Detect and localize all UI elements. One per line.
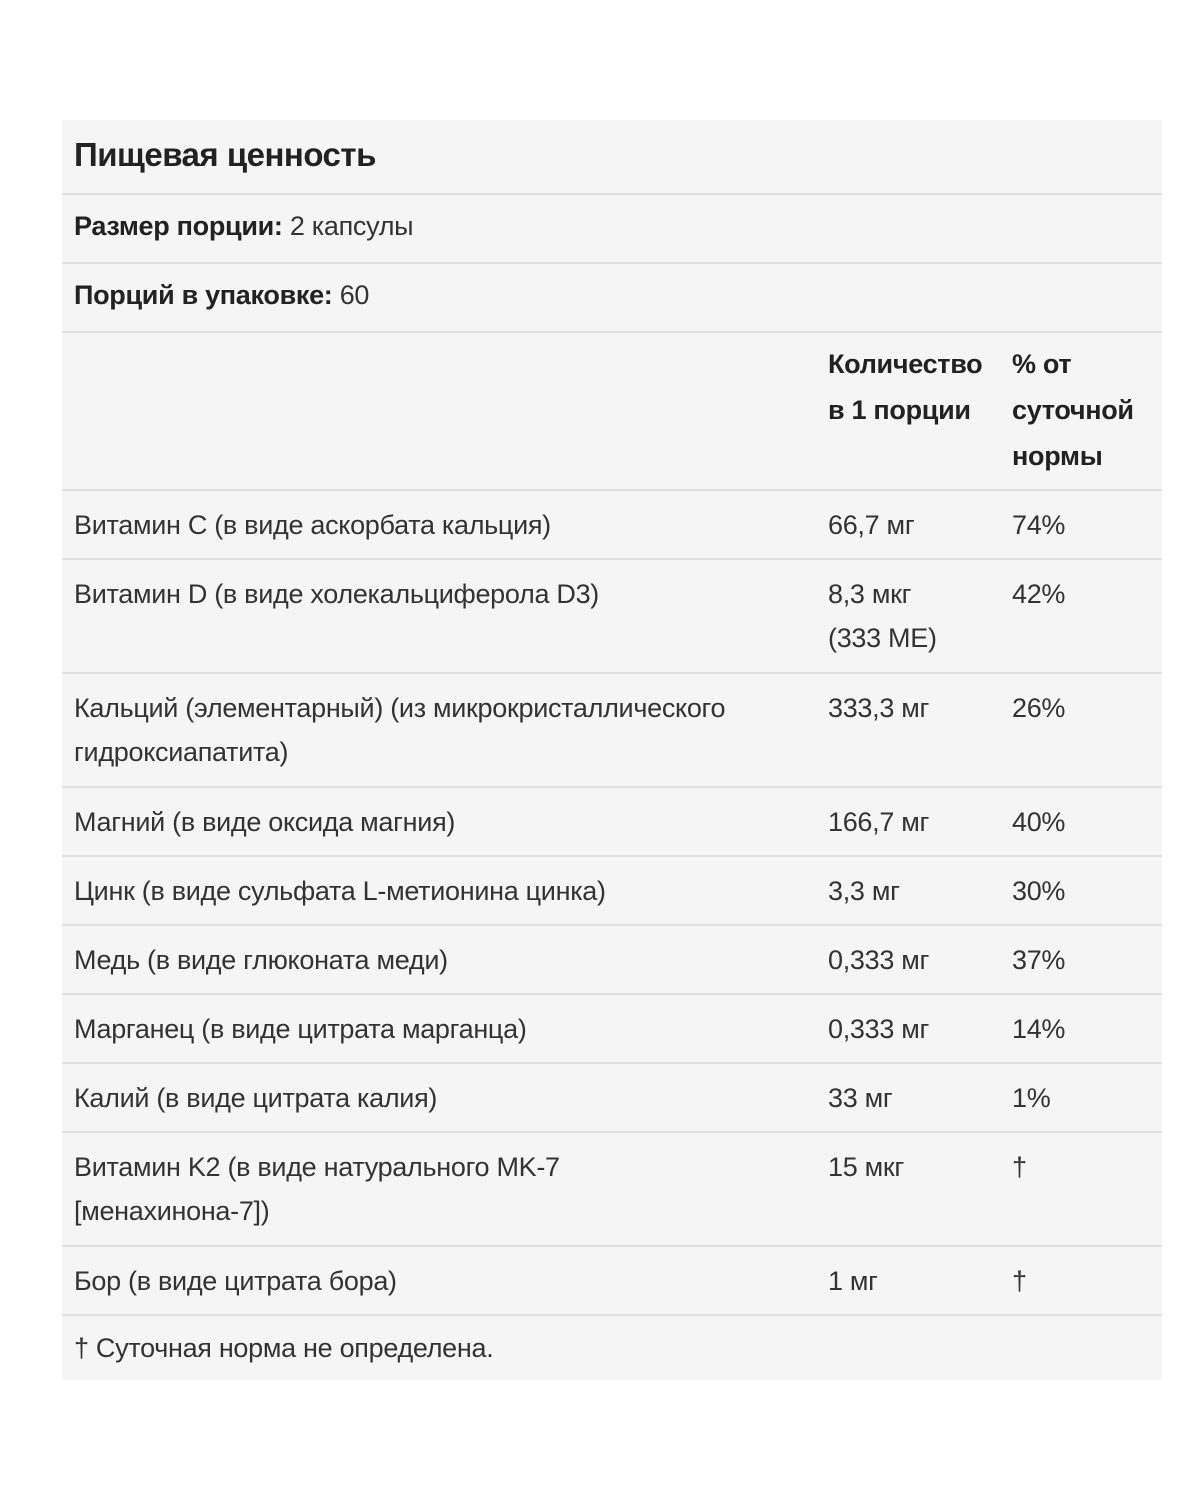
nutrient-amount	[828, 1259, 998, 1303]
nutrient-row	[62, 857, 1162, 926]
nutrient-daily-value: 40%	[1012, 807, 1066, 837]
nutrient-daily-value: †	[1012, 1152, 1027, 1182]
nutrient-daily-value: 14%	[1012, 1014, 1066, 1044]
nutrient-name	[74, 1259, 814, 1303]
daily-value-footnote: † Суточная норма не определена.	[74, 1333, 494, 1363]
nutrient-name	[74, 686, 814, 774]
nutrient-amount	[828, 572, 998, 660]
nutrient-row	[62, 788, 1162, 857]
nutrient-row	[62, 674, 1162, 788]
nutrient-amount-line: 66,7 мг	[828, 510, 915, 540]
nutrient-amount-line: 0,333 мг	[828, 945, 930, 975]
nutrient-name-line: Кальций (элементарный) (из микрокристаллического	[74, 693, 726, 723]
servings-per-container	[74, 280, 369, 311]
nutrient-name	[74, 938, 814, 982]
nutrient-amount	[828, 1145, 998, 1189]
nutrient-name	[74, 800, 814, 844]
nutrient-amount	[828, 1076, 998, 1120]
nutrient-row	[62, 560, 1162, 674]
amount-column-header	[828, 341, 982, 433]
nutrient-name	[74, 503, 814, 547]
nutrient-name-line: [менахинона-7])	[74, 1196, 270, 1226]
nutrient-amount-line: 166,7 мг	[828, 807, 930, 837]
nutrient-name-line: Магний (в виде оксида магния)	[74, 807, 456, 837]
nutrient-daily-value: 30%	[1012, 876, 1066, 906]
nutrient-amount	[828, 869, 998, 913]
serving-size-value: 2 капсулы	[282, 211, 414, 241]
column-header-row	[62, 333, 1162, 491]
nutrient-amount-line: (333 МЕ)	[828, 623, 937, 653]
nutrient-name	[74, 1076, 814, 1120]
nutrient-daily-value: †	[1012, 1266, 1027, 1296]
nutrient-amount-line: 333,3 мг	[828, 693, 930, 723]
nutrient-name	[74, 572, 814, 616]
nutrient-daily-value: 26%	[1012, 693, 1066, 723]
nutrient-amount-line: 33 мг	[828, 1083, 893, 1113]
nutrient-amount-line: 0,333 мг	[828, 1014, 930, 1044]
nutrient-daily-value: 37%	[1012, 945, 1066, 975]
serving-size	[74, 211, 413, 242]
nutrition-title: Пищевая ценность	[74, 136, 376, 173]
nutrient-name	[74, 869, 814, 913]
nutrient-name-line: Витамин C (в виде аскорбата кальция)	[74, 510, 551, 540]
nutrient-name-line: Калий (в виде цитрата калия)	[74, 1083, 438, 1113]
nutrient-row	[62, 491, 1162, 560]
serving-size-row	[62, 195, 1162, 264]
daily-value-header-line: нормы	[1012, 441, 1103, 471]
daily-value-header-line: % от	[1012, 349, 1072, 379]
nutrient-daily-value: 1%	[1012, 1083, 1051, 1113]
nutrient-name-line: Цинк (в виде сульфата L-метионина цинка)	[74, 876, 606, 906]
nutrient-name-line: Марганец (в виде цитрата марганца)	[74, 1014, 527, 1044]
serving-size-label: Размер порции:	[74, 211, 283, 241]
servings-per-container-row	[62, 264, 1162, 333]
nutrient-row	[62, 1133, 1162, 1247]
nutrient-daily-value: 74%	[1012, 510, 1066, 540]
nutrient-amount-line: 8,3 мкг	[828, 579, 912, 609]
nutrition-facts-panel	[62, 120, 1162, 1380]
title-row	[62, 120, 1162, 195]
nutrient-row	[62, 995, 1162, 1064]
daily-value-header-line: суточной	[1012, 395, 1134, 425]
nutrient-name-line: Бор (в виде цитрата бора)	[74, 1266, 397, 1296]
nutrient-amount	[828, 800, 998, 844]
nutrient-amount	[828, 938, 998, 982]
daily-value-column-header	[1012, 341, 1134, 479]
nutrient-amount	[828, 503, 998, 547]
amount-header-line: Количество	[828, 349, 983, 379]
servings-per-container-value: 60	[332, 280, 370, 310]
nutrient-daily-value: 42%	[1012, 579, 1066, 609]
nutrient-row	[62, 1247, 1162, 1316]
nutrient-name-line: Витамин D (в виде холекальциферола D3)	[74, 579, 599, 609]
servings-per-container-label: Порций в упаковке:	[74, 280, 333, 310]
nutrient-name	[74, 1145, 814, 1233]
nutrient-amount-line: 15 мкг	[828, 1152, 904, 1182]
footnote-row	[62, 1316, 1162, 1380]
nutrient-amount-line: 3,3 мг	[828, 876, 900, 906]
nutrient-name-line: Медь (в виде глюконата меди)	[74, 945, 448, 975]
nutrient-name	[74, 1007, 814, 1051]
nutrient-amount-line: 1 мг	[828, 1266, 878, 1296]
nutrient-amount	[828, 686, 998, 730]
nutrient-name-line: гидроксиапатита)	[74, 737, 289, 767]
amount-header-line: в 1 порции	[828, 395, 971, 425]
nutrient-row	[62, 926, 1162, 995]
nutrient-row	[62, 1064, 1162, 1133]
nutrient-name-line: Витамин K2 (в виде натурального MK-7	[74, 1152, 560, 1182]
nutrient-amount	[828, 1007, 998, 1051]
